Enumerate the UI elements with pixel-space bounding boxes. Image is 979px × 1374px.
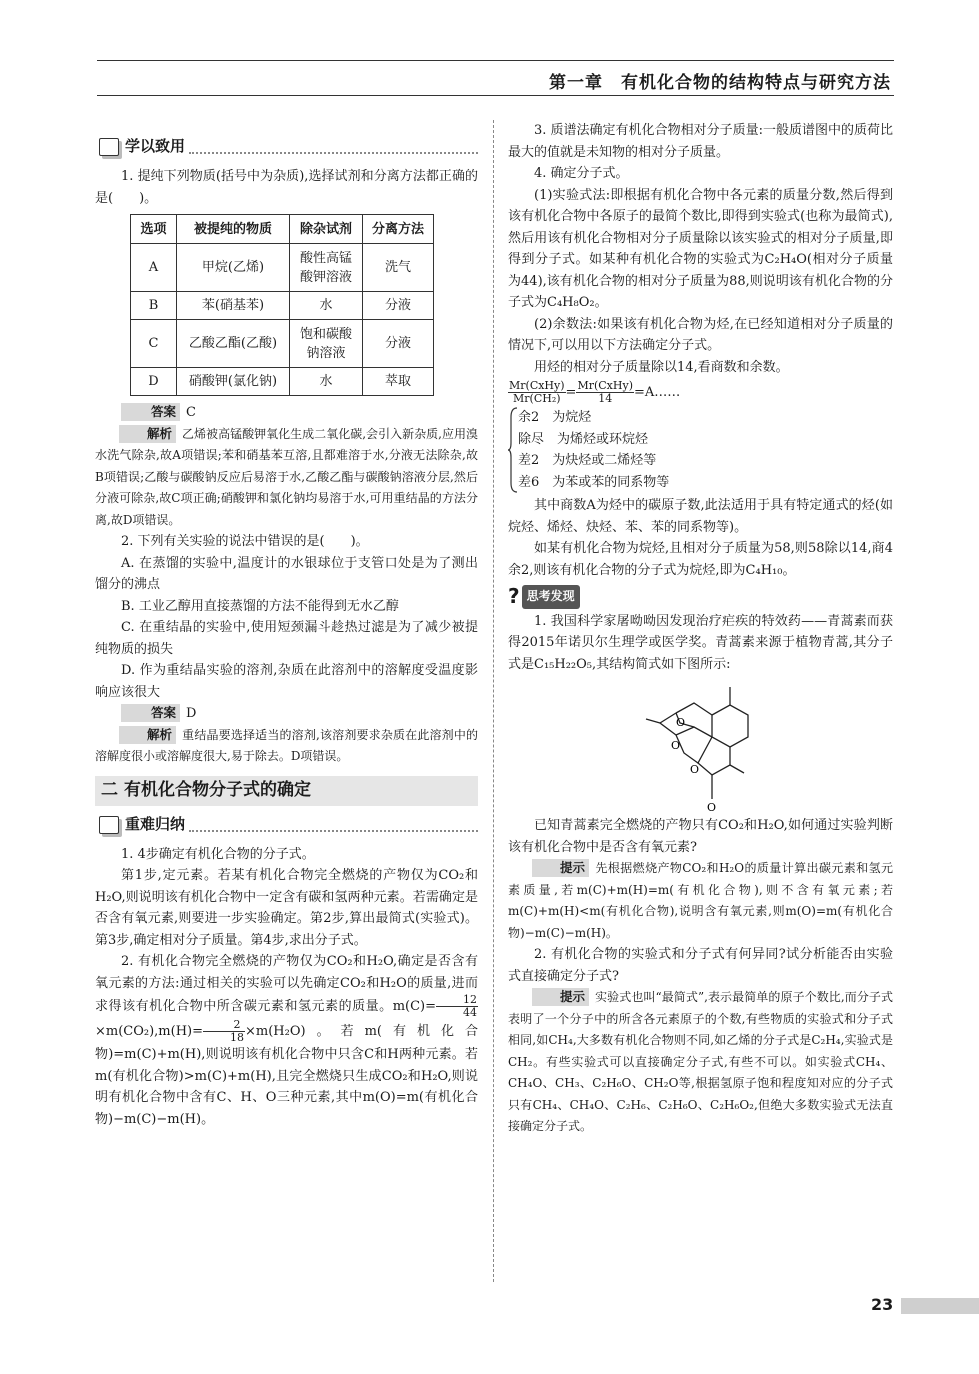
option-b: B. 工业乙醇用直接蒸馏的方法不能得到无水乙醇 (121, 598, 399, 614)
numerator: Mr(CxHy) (509, 379, 565, 392)
case-item: 余2 为烷烃 (518, 410, 592, 425)
answer-line (95, 703, 478, 725)
paragraph: 3. 质谱法确定有机化合物相对分子质量:一般质谱图中的质荷比最大的值就是未知物的相对分子质量。 (508, 123, 893, 160)
think-heading (508, 585, 893, 609)
answer-value: D (186, 706, 197, 721)
paragraph: 第1步,定元素。若某有机化合物完全燃烧的产物仅为CO₂和H₂O,则说明该有机化合物中一定含有碳和氢两种元素。若需确定是否含有氧元素,则要进一步实验确定。第2步,算出最简式(实验式)。第3步,确定相对分子质量。第4步,求出分子式。 (95, 868, 478, 948)
table-cell: D (131, 368, 177, 396)
table-row (131, 292, 434, 320)
options-table (130, 214, 434, 396)
fraction (576, 380, 634, 405)
column-divider (493, 120, 494, 1282)
table-header-row (131, 215, 434, 244)
equation: $\frac{\text{Mr(CxHy)}}{\text{Mr(CH₂)}}$ = $\frac{\text{Mr(CxHy)}}{14}$ =A…… (509, 379, 681, 405)
table-header: 被提纯的物质 (177, 215, 290, 244)
hint-paragraph (508, 858, 893, 944)
hint-text: 实验式也叫“最简式”,表示最简单的原子个数比,而分子式表明了一个分子中的所含各元素原子的个数,有些物质的实验式和分子式相同,如CH₄,大多数有机化合物则不同,如乙烯的分子式是C₂H₄,实验式是CH₂。有些实验式可以直接确定分子式,有些不可以。如实验式CH₄、CH₄O、CH₃、C₂H₆O、CH₂O等,根据氢原子饱和程度知对应的分子式只有CH₄、CH₄O、C₂H₆、C₂H₆O、C₂H₆O₂,但绝大多数实验式无法直接确定分子式。 (508, 990, 893, 1133)
page-tab-bar (901, 1298, 979, 1314)
chapter-title: 第一章 有机化合物的结构特点与研究方法 (549, 73, 891, 93)
artemisinin-structure (508, 675, 893, 815)
book-icon (99, 816, 119, 834)
table-cell: 乙酸乙酯(乙酸) (177, 320, 290, 368)
paragraph: 4. 确定分子式。 (534, 166, 629, 181)
section-banner (95, 776, 478, 806)
numerator: 12 (436, 994, 478, 1007)
atom-o: O (676, 716, 686, 729)
table-cell: 饱和碳酸钠溶液 (290, 320, 363, 368)
text-run: ×m(CO₂),m(H)= (95, 1024, 204, 1039)
atom-o: O (690, 763, 700, 776)
paragraph: 1. 我国科学家屠呦呦因发现治疗疟疾的特效药——青蒿素而获得2015年诺贝尔生理学或医学奖。青蒿素来源于植物青蒿,其分子式是C₁₅H₂₂O₅,其结构简式如下图所示: (508, 613, 893, 672)
analysis-text: 重结晶要选择适当的溶剂,该溶剂要求杂质在此溶剂中的溶解度很小或溶解度很大,易于除去。D项错误。 (95, 727, 478, 763)
hint-label: 提示 (532, 988, 589, 1006)
case-items (518, 407, 669, 493)
hint-paragraph (508, 987, 893, 1138)
fraction (436, 994, 478, 1019)
table-cell: 水 (290, 292, 363, 320)
paragraph: 用烃的相对分子质量除以14,看商数和余数。 (534, 359, 789, 375)
book-icon (99, 138, 119, 156)
denominator: 18 (230, 1031, 245, 1044)
left-column (95, 130, 478, 1130)
answer-line (95, 402, 478, 424)
section-title: 重难归纳 (125, 814, 186, 833)
case-item: 差2 为炔烃或二烯烃等 (518, 453, 657, 468)
case-list (508, 407, 893, 493)
question-1: 1. 提纯下列物质(括号中为杂质),选择试剂和分离方法都正确的是( )。 (95, 169, 478, 206)
answer-value: C (186, 405, 196, 420)
option-a: A. 在蒸馏的实验中,温度计的水银球位于支管口处是为了测出馏分的沸点 (95, 555, 478, 592)
table-cell: 洗气 (363, 244, 434, 292)
question-2: 2. 下列有关实验的说法中错误的是( )。 (121, 534, 369, 549)
table-cell: 硝酸钾(氯化钠) (177, 368, 290, 396)
section-heading-key (95, 812, 478, 838)
table-cell: 甲烷(乙烯) (177, 244, 290, 292)
section-title: 学以致用 (125, 137, 186, 156)
table-row (131, 320, 434, 368)
table-cell: A (131, 244, 177, 292)
paragraph: 已知青蒿素完全燃烧的产物只有CO₂和H₂O,如何通过实验判断该有机化合物中是否含有氧元素? (508, 818, 893, 855)
fraction (203, 1019, 245, 1044)
page-number: 23 (871, 1295, 894, 1314)
answer-label: 答案 (121, 403, 180, 421)
analysis-text: 乙烯被高锰酸钾氧化生成二氧化碳,会引入新杂质,应用溴水洗气除杂,故A项错误;苯和硝基苯互溶,且都难溶于水,分液无法除杂,故B项错误;乙酸与碳酸钠反应后易溶于水,乙酸乙酯与碳酸钠溶液分层,然后分液可除杂,故C项正确;硝酸钾和氯化钠均易溶于水,可用重结晶的方法分离,故D项错误。 (95, 426, 478, 527)
text-run: 2. 有机化合物完全燃烧的产物仅为CO₂和H₂O,确定是否含有氧元素的方法:通过相关的实验可以先确定CO₂和H₂O的质量,进而求得该有机化合物中所含碳元素和氢元素的质量。m(C)= (95, 954, 478, 1014)
table-cell: C (131, 320, 177, 368)
table-cell: 水 (290, 368, 363, 396)
paragraph: 其中商数A为烃中的碳原子数,此法适用于具有特定通式的烃(如烷烃、烯烃、炔烃、苯、苯的同系物等)。 (508, 498, 893, 535)
paragraph: (2)余数法:如果该有机化合物为烃,在已经知道相对分子质量的情况下,可以用以下方法确定分子式。 (508, 316, 893, 353)
table-row (131, 368, 434, 396)
paragraph: 1. 4步确定有机化合物的分子式。 (121, 846, 315, 862)
option-c: C. 在重结晶的实验中,使用短颈漏斗趁热过滤是为了减少被提纯物质的损失 (95, 620, 478, 657)
paragraph: (1)实验式法:即根据有机化合物中各元素的质量分数,然后得到该有机化合物中各原子的最简个数比,即得到实验式(也称为最简式),然后用该有机化合物相对分子质量除以该实验式的相对分子质量,即得到分子式。如某种有机化合物的实验式为C₂H₄O(相对分子质量为44),该有机化合物的相对分子质量为88,则说明该有机化合物的分子式为C₄H₈O₂。 (508, 187, 893, 310)
hint-label: 提示 (532, 859, 589, 877)
section-banner-title: 有机化合物分子式的确定 (124, 779, 311, 800)
text-run: ×m(H₂O)。若m(有机化合物)=m(C)+m(H),则说明该有机化合物中只含C和H两种元素。若m(有机化合物)>m(C)+m(H),且完全燃烧只生成CO₂和H₂O,则说明有机化合物中含有C、H、O三种元素,其中m(O)=m(有机化合物)−m(C)−m(H)。 (95, 1024, 478, 1127)
option-d: D. 作为重结晶实验的溶剂,杂质在此溶剂中的溶解度受温度影响应该很大 (95, 663, 478, 700)
table-cell: 萃取 (363, 368, 434, 396)
numerator: 2 (203, 1019, 245, 1032)
think-label: 思考发现 (522, 585, 580, 609)
analysis-paragraph (95, 725, 478, 768)
table-header: 除杂试剂 (290, 215, 363, 244)
table-header: 分离方法 (363, 215, 434, 244)
dotted-rule (189, 818, 478, 832)
denominator: 44 (463, 1006, 477, 1019)
equation-tail: =A…… (634, 385, 681, 400)
right-column (508, 120, 893, 1138)
table-cell: 酸性高锰酸钾溶液 (290, 244, 363, 292)
question-mark-icon: ? (508, 584, 520, 608)
table-row (131, 244, 434, 292)
atom-o: O (671, 739, 681, 752)
table-cell: B (131, 292, 177, 320)
table-cell: 分液 (363, 320, 434, 368)
section-number: 二 (101, 779, 118, 800)
table-cell: 苯(硝基苯) (177, 292, 290, 320)
analysis-label: 解析 (119, 726, 176, 744)
section-heading-apply (95, 134, 478, 160)
paragraph: 2. 有机化合物的实验式和分子式有何异同?试分析能否由实验式直接确定分子式? (508, 947, 893, 984)
table-header: 选项 (131, 215, 177, 244)
analysis-paragraph (95, 424, 478, 532)
denominator: 14 (598, 392, 613, 405)
answer-label: 答案 (121, 704, 180, 722)
denominator: Mr(CH₂) (513, 392, 561, 405)
dotted-rule (189, 140, 478, 154)
fraction (508, 380, 566, 405)
analysis-label: 解析 (119, 425, 176, 443)
hint-text: 先根据燃烧产物CO₂和H₂O的质量计算出碳元素和氢元素质量,若m(C)+m(H)=m(有机化合物),则不含有氧元素;若m(C)+m(H)<m(有机化合物),说明含有氧元素,则m(O)=m(有机化合物)−m(C)−m(H)。 (508, 861, 893, 940)
numerator: Mr(CxHy) (577, 379, 633, 392)
header-bottom-rule (97, 95, 894, 96)
case-item: 除尽 为烯烃或环烷烃 (518, 431, 649, 447)
paragraph: 如某有机化合物为烷烃,且相对分子质量为58,则58除以14,商4余2,则该有机化合物的分子式为烷烃,即为C₄H₁₀。 (508, 541, 893, 578)
case-item: 差6 为苯或苯的同系物等 (518, 474, 670, 490)
atom-o: O (707, 801, 717, 814)
header-top-rule (97, 60, 894, 61)
left-brace (508, 407, 518, 493)
table-cell: 分液 (363, 292, 434, 320)
paragraph (95, 951, 478, 1130)
